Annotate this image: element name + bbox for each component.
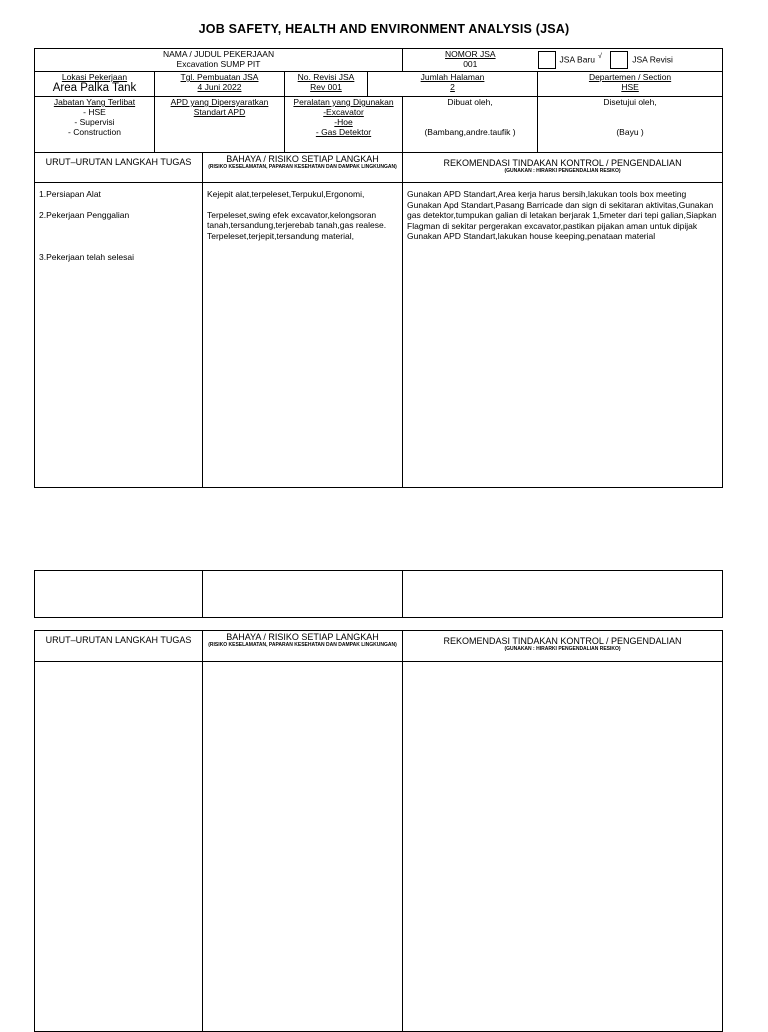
col-recommend-subtitle: (GUNAKAN : HIRARKI PENGENDALIAN RESIKO)	[504, 168, 621, 174]
prepared-by-cell	[403, 97, 538, 153]
department-label: Departemen / Section	[588, 72, 672, 82]
steps-cell	[35, 183, 203, 488]
col-recommend-subtitle: (GUNAKAN : HIRARKI PENGENDALIAN RESIKO)	[504, 646, 621, 652]
revision-cell	[285, 72, 368, 97]
recommendation-item: Gunakan APD Standart,lakukan house keeping,penataan material	[407, 231, 656, 241]
location-value: Area Palka Tank	[52, 82, 137, 94]
col-recommend-title: REKOMENDASI TINDAKAN KONTROL / PENGENDALIAN	[443, 158, 682, 168]
role-item: - Supervisi	[74, 117, 115, 127]
jsa-number-label: NOMOR JSA	[445, 49, 496, 59]
col-steps-header: URUT–URUTAN LANGKAH TUGAS	[35, 631, 203, 662]
empty-cell	[203, 571, 403, 618]
jsa-number-value: 001	[463, 59, 478, 69]
ppe-label: APD yang Dipersyaratkan	[170, 97, 269, 107]
prepared-by-label: Dibuat oleh,	[447, 97, 493, 107]
roles-cell	[35, 97, 155, 153]
col-hazards-title: BAHAYA / RISIKO SETIAP LANGKAH	[226, 154, 379, 164]
job-name-label: NAMA / JUDUL PEKERJAAN	[162, 49, 275, 59]
jsa-baru-label: JSA Baru	[559, 54, 595, 65]
jsa-type-cell	[538, 49, 723, 72]
jsa-form-table	[34, 48, 723, 488]
location-label: Lokasi Pekerjaan	[61, 72, 128, 82]
equipment-item: - Gas Detektor	[315, 127, 372, 137]
revision-value: Rev 001	[310, 82, 342, 92]
continuation-row-table	[34, 570, 723, 618]
jsa-number-cell	[403, 49, 538, 72]
date-cell	[155, 72, 285, 97]
equipment-cell	[285, 97, 403, 153]
col-recommend-title: REKOMENDASI TINDAKAN KONTROL / PENGENDALIAN	[443, 636, 682, 646]
jsa-baru-checkmark: √	[597, 52, 602, 61]
approved-by-value: (Bayu )	[616, 127, 644, 137]
recommendation-item: Gunakan Apd Standart,Pasang Barricade dan sign di sekitaran aktivitas,Gunakan gas detektor,tumpukan galian di letakan berjarak 1,5meter dari tepi galian,Siapkan Flagman di sekitar pergerakan excavator,pastikan pijakan aman untuk dipijak	[407, 199, 717, 231]
step-item: 2.Pekerjaan Penggalian	[39, 209, 130, 220]
job-name-value: Excavation SUMP PIT	[176, 59, 261, 69]
approved-by-label: Disetujui oleh,	[603, 97, 657, 107]
page-count-cell	[368, 72, 538, 97]
hazard-item: Kejepit alat,terpeleset,Terpukul,Ergonomi,	[207, 189, 365, 199]
jsa-baru-checkbox[interactable]	[538, 51, 556, 69]
col-hazards-subtitle: (RISIKO KESELAMATAN, PAPARAN KESEHATAN DAN DAMPAK LINGKUNGAN)	[208, 642, 397, 648]
roles-label: Jabatan Yang Terlibat	[53, 97, 136, 107]
hazard-item: Terpeleset,terjepit,tersandung material,	[207, 230, 354, 241]
col-hazards-header	[203, 153, 403, 183]
ppe-cell	[155, 97, 285, 153]
equipment-label: Peralatan yang Digunakan	[293, 97, 394, 107]
step-item: 1.Persiapan Alat	[39, 189, 101, 199]
recommendation-item: Gunakan APD Standart,Area kerja harus bersih,lakukan tools box meeting	[407, 189, 687, 199]
col-recommend-header	[403, 153, 723, 183]
jsa-revisi-checkbox[interactable]	[610, 51, 628, 69]
recommendations-cell	[403, 183, 723, 488]
empty-cell	[35, 571, 203, 618]
equipment-item: -Excavator	[323, 107, 364, 117]
role-item: - HSE	[83, 107, 106, 117]
page-count-label: Jumlah Halaman	[420, 72, 485, 82]
revision-label: No. Revisi JSA	[297, 72, 355, 82]
col-hazards-subtitle: (RISIKO KESELAMATAN, PAPARAN KESEHATAN DAN DAMPAK LINGKUNGAN)	[208, 164, 397, 170]
col-steps-header: URUT–URUTAN LANGKAH TUGAS	[35, 153, 203, 183]
role-item: - Construction	[68, 127, 121, 137]
prepared-by-value: (Bambang,andre.taufik )	[424, 127, 516, 137]
document-title: JOB SAFETY, HEALTH AND ENVIRONMENT ANALYSIS (JSA)	[198, 22, 570, 36]
hazards-cell	[203, 183, 403, 488]
empty-cell	[203, 662, 403, 1032]
date-label: Tgl. Pembuatan JSA	[180, 72, 259, 82]
ppe-value: Standart APD	[193, 107, 246, 117]
col-hazards-header	[203, 631, 403, 662]
jsa-page2-table	[34, 630, 723, 1032]
col-recommend-header	[403, 631, 723, 662]
empty-cell	[35, 662, 203, 1032]
equipment-item: -Hoe	[334, 117, 353, 127]
jsa-revisi-label: JSA Revisi	[632, 54, 673, 65]
step-item: 3.Pekerjaan telah selesai	[39, 252, 134, 262]
page-count-value: 2	[450, 82, 455, 92]
date-value: 4 Juni 2022	[197, 82, 242, 92]
location-cell	[35, 72, 155, 97]
department-cell	[538, 72, 723, 97]
empty-cell	[403, 662, 723, 1032]
approved-by-cell	[538, 97, 723, 153]
hazard-item: Terpeleset,swing efek excavator,kelongsoran tanah,tersandung,terjerebab tanah,gas realese.	[207, 209, 387, 230]
job-name-cell	[35, 49, 403, 72]
empty-cell	[403, 571, 723, 618]
col-hazards-title: BAHAYA / RISIKO SETIAP LANGKAH	[226, 632, 379, 642]
department-value: HSE	[621, 82, 639, 92]
